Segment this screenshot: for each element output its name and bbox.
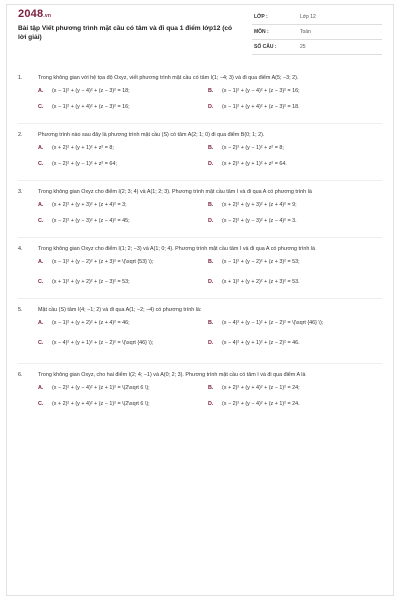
answer-option[interactable] bbox=[208, 258, 368, 266]
option-letter: B. bbox=[208, 259, 214, 265]
answer-option[interactable] bbox=[38, 160, 198, 168]
question-stem bbox=[18, 74, 382, 83]
answer-option[interactable] bbox=[38, 144, 198, 152]
question-text: Trong không gian Oxyz cho điểm I(2; 3; 4) và A(1; 2; 3). Phương trình mặt cầu tâm I và đi qua A có phương trình là bbox=[38, 189, 312, 195]
option-row bbox=[38, 217, 382, 233]
question-number: 3. bbox=[18, 189, 23, 195]
question-6 bbox=[18, 371, 382, 416]
question-list bbox=[18, 74, 382, 423]
option-text: (x − 1)² + (y − 2)² + (z + 3)² = \(\sqrt {53} \); bbox=[52, 259, 154, 265]
option-text: (x − 1)² + (y + 2)² + (z + 4)² = 46; bbox=[52, 320, 130, 326]
answer-options bbox=[38, 87, 382, 119]
option-text: (x − 1)² + (y − 2)² + (z + 3)² = 53; bbox=[222, 259, 300, 265]
worksheet-header bbox=[18, 8, 382, 56]
option-letter: C. bbox=[38, 340, 44, 346]
option-letter: B. bbox=[208, 145, 214, 151]
option-text: (x + 2)² + (y + 4)² + (z − 1)² = \(2\sqrt 6 \); bbox=[52, 401, 150, 407]
question-1 bbox=[18, 74, 382, 124]
question-text: Trong không gian Oxyz cho điểm I(1; 2; −3) và A(1; 0; 4). Phương trình mặt cầu tâm I và đi qua A có phương trình là bbox=[38, 246, 316, 252]
option-letter: B. bbox=[208, 385, 214, 391]
question-divider bbox=[18, 237, 382, 238]
option-letter: B. bbox=[208, 202, 214, 208]
option-letter: C. bbox=[38, 218, 44, 224]
question-text: Phương trình nào sau đây là phương trình mặt cầu (S) có tâm A(2; 1; 0) đi qua điểm B(0; 1; 2). bbox=[38, 132, 265, 138]
option-letter: C. bbox=[38, 104, 44, 110]
option-text: (x + 2)² + (y + 1)² + z² = 64. bbox=[222, 161, 287, 167]
question-number: 1. bbox=[18, 75, 23, 81]
page-title: Bài tập Viết phương trình mặt cầu có tâm và đi qua 1 điểm lớp12 (có lời giải) bbox=[18, 25, 233, 41]
option-text: (x + 1)² + (y + 2)² + (z + 3)² = 53. bbox=[222, 279, 300, 285]
option-letter: B. bbox=[208, 88, 214, 94]
question-divider bbox=[18, 363, 382, 364]
answer-option[interactable] bbox=[208, 319, 368, 327]
option-letter: D. bbox=[208, 340, 214, 346]
option-text: (x − 4)² + (y + 1)² + (z − 2)² = 46. bbox=[222, 340, 300, 346]
answer-options bbox=[38, 144, 382, 176]
option-text: (x − 4)² + (y + 1)² + (z − 2)² = \(\sqrt {46} \); bbox=[52, 340, 154, 346]
question-number: 2. bbox=[18, 132, 23, 138]
meta-value-grade: Lớp 12 bbox=[300, 14, 316, 20]
option-text: (x + 2)² + (y + 3)² + (z + 4)² = 9; bbox=[222, 202, 297, 208]
answer-option[interactable] bbox=[38, 339, 198, 347]
site-logo[interactable] bbox=[18, 8, 51, 20]
option-letter: B. bbox=[208, 320, 214, 326]
meta-label-count: SỐ CÂU : bbox=[254, 44, 277, 50]
option-letter: D. bbox=[208, 104, 214, 110]
answer-option[interactable] bbox=[38, 400, 198, 408]
option-letter: D. bbox=[208, 218, 214, 224]
option-letter: D. bbox=[208, 279, 214, 285]
question-text: Trong không gian Oxyz, cho hai điểm I(2; 4; −1) và A(0; 2; 3). Phương trình mặt cầu có tâm I và đi qua điểm A là bbox=[38, 372, 306, 378]
answer-option[interactable] bbox=[208, 160, 368, 168]
option-row bbox=[38, 278, 382, 294]
question-stem bbox=[18, 245, 382, 254]
option-letter: A. bbox=[38, 259, 44, 265]
meta-row-subject bbox=[252, 25, 382, 40]
option-row bbox=[38, 400, 382, 416]
question-stem bbox=[18, 188, 382, 197]
meta-label-subject: MÔN : bbox=[254, 29, 269, 35]
option-row bbox=[38, 258, 382, 278]
meta-value-subject: Toán bbox=[300, 29, 311, 35]
answer-options bbox=[38, 258, 382, 294]
question-divider bbox=[18, 123, 382, 124]
option-row bbox=[38, 319, 382, 339]
answer-option[interactable] bbox=[208, 144, 368, 152]
option-letter: C. bbox=[38, 161, 44, 167]
answer-options bbox=[38, 319, 382, 359]
option-text: (x + 2)² + (y + 3)² + (z + 4)² = 3; bbox=[52, 202, 127, 208]
answer-option[interactable] bbox=[38, 201, 198, 209]
option-letter: D. bbox=[208, 161, 214, 167]
option-letter: A. bbox=[38, 385, 44, 391]
question-stem bbox=[18, 131, 382, 140]
option-letter: D. bbox=[208, 401, 214, 407]
question-stem bbox=[18, 306, 382, 315]
question-stem bbox=[18, 371, 382, 380]
question-3 bbox=[18, 188, 382, 238]
answer-option[interactable] bbox=[208, 278, 368, 286]
option-text: (x − 1)² + (y + 4)² + (z − 3)² = 16; bbox=[52, 104, 130, 110]
answer-option[interactable] bbox=[208, 201, 368, 209]
question-2 bbox=[18, 131, 382, 181]
option-text: (x − 4)² + (y − 1)² + (z − 2)² = \(\sqrt {46} \); bbox=[222, 320, 324, 326]
answer-option[interactable] bbox=[38, 103, 198, 111]
option-row bbox=[38, 384, 382, 400]
option-letter: A. bbox=[38, 145, 44, 151]
logo-main: 2048 bbox=[18, 8, 44, 20]
option-text: (x − 2)² + (y − 1)² + z² = 64; bbox=[52, 161, 117, 167]
option-text: (x − 1)² + (y − 4)² + (z − 3)² = 18; bbox=[52, 88, 130, 94]
option-text: (x + 2)² + (y + 4)² + (z − 1)² = 24; bbox=[222, 385, 300, 391]
answer-option[interactable] bbox=[38, 217, 198, 225]
option-text: (x − 1)² + (y − 4)² + (z − 3)² = 16; bbox=[222, 88, 300, 94]
answer-option[interactable] bbox=[208, 339, 368, 347]
answer-options bbox=[38, 201, 382, 233]
answer-option[interactable] bbox=[38, 384, 198, 392]
answer-option[interactable] bbox=[38, 319, 198, 327]
option-text: (x − 2)² + (y − 3)² + (z − 4)² = 3. bbox=[222, 218, 297, 224]
answer-option[interactable] bbox=[208, 400, 368, 408]
meta-label-grade: LỚP : bbox=[254, 14, 268, 20]
answer-option[interactable] bbox=[38, 258, 198, 266]
meta-value-count: 25 bbox=[300, 44, 306, 50]
question-5 bbox=[18, 306, 382, 364]
option-text: (x + 1)² + (y + 2)² + (z − 3)² = 53; bbox=[52, 279, 130, 285]
answer-option[interactable] bbox=[38, 87, 198, 95]
logo-sub: .vn bbox=[43, 13, 52, 19]
answer-option[interactable] bbox=[208, 384, 368, 392]
option-text: (x − 2)² + (y − 4)² + (z + 1)² = 24. bbox=[222, 401, 300, 407]
option-row bbox=[38, 144, 382, 160]
question-text: Trong không gian với hệ tọa độ Oxyz, viết phương trình mặt cầu có tâm I(1; −4; 3) và đi qua điểm A(5; −3; 2). bbox=[38, 75, 299, 81]
option-letter: C. bbox=[38, 401, 44, 407]
option-letter: A. bbox=[38, 88, 44, 94]
question-divider bbox=[18, 298, 382, 299]
answer-options bbox=[38, 384, 382, 416]
option-letter: A. bbox=[38, 320, 44, 326]
option-row bbox=[38, 339, 382, 359]
answer-option[interactable] bbox=[208, 103, 368, 111]
option-text: (x − 2)² + (y − 3)² + (z − 4)² = 45; bbox=[52, 218, 130, 224]
answer-option[interactable] bbox=[208, 217, 368, 225]
question-number: 4. bbox=[18, 246, 23, 252]
meta-row-count bbox=[252, 40, 382, 55]
question-4 bbox=[18, 245, 382, 299]
answer-option[interactable] bbox=[38, 278, 198, 286]
option-row bbox=[38, 160, 382, 176]
option-text: (x − 2)² + (y − 4)² + (z + 1)² = \(2\sqrt 6 \); bbox=[52, 385, 150, 391]
answer-option[interactable] bbox=[208, 87, 368, 95]
meta-row-grade bbox=[252, 10, 382, 25]
question-divider bbox=[18, 180, 382, 181]
question-text: Mặt cầu (S) tâm I(4; −1; 2) và đi qua A(1; −2; −4) có phương trình là: bbox=[38, 307, 202, 313]
option-letter: A. bbox=[38, 202, 44, 208]
option-letter: C. bbox=[38, 279, 44, 285]
question-number: 6. bbox=[18, 372, 23, 378]
meta-panel bbox=[252, 10, 382, 55]
option-text: (x − 2)² + (y − 1)² + z² = 8; bbox=[222, 145, 284, 151]
option-row bbox=[38, 87, 382, 103]
question-number: 5. bbox=[18, 307, 23, 313]
option-row bbox=[38, 103, 382, 119]
option-row bbox=[38, 201, 382, 217]
option-text: (x − 1)² + (y + 4)² + (z − 3)² = 18. bbox=[222, 104, 300, 110]
option-text: (x + 2)² + (y + 1)² + z² = 8; bbox=[52, 145, 114, 151]
